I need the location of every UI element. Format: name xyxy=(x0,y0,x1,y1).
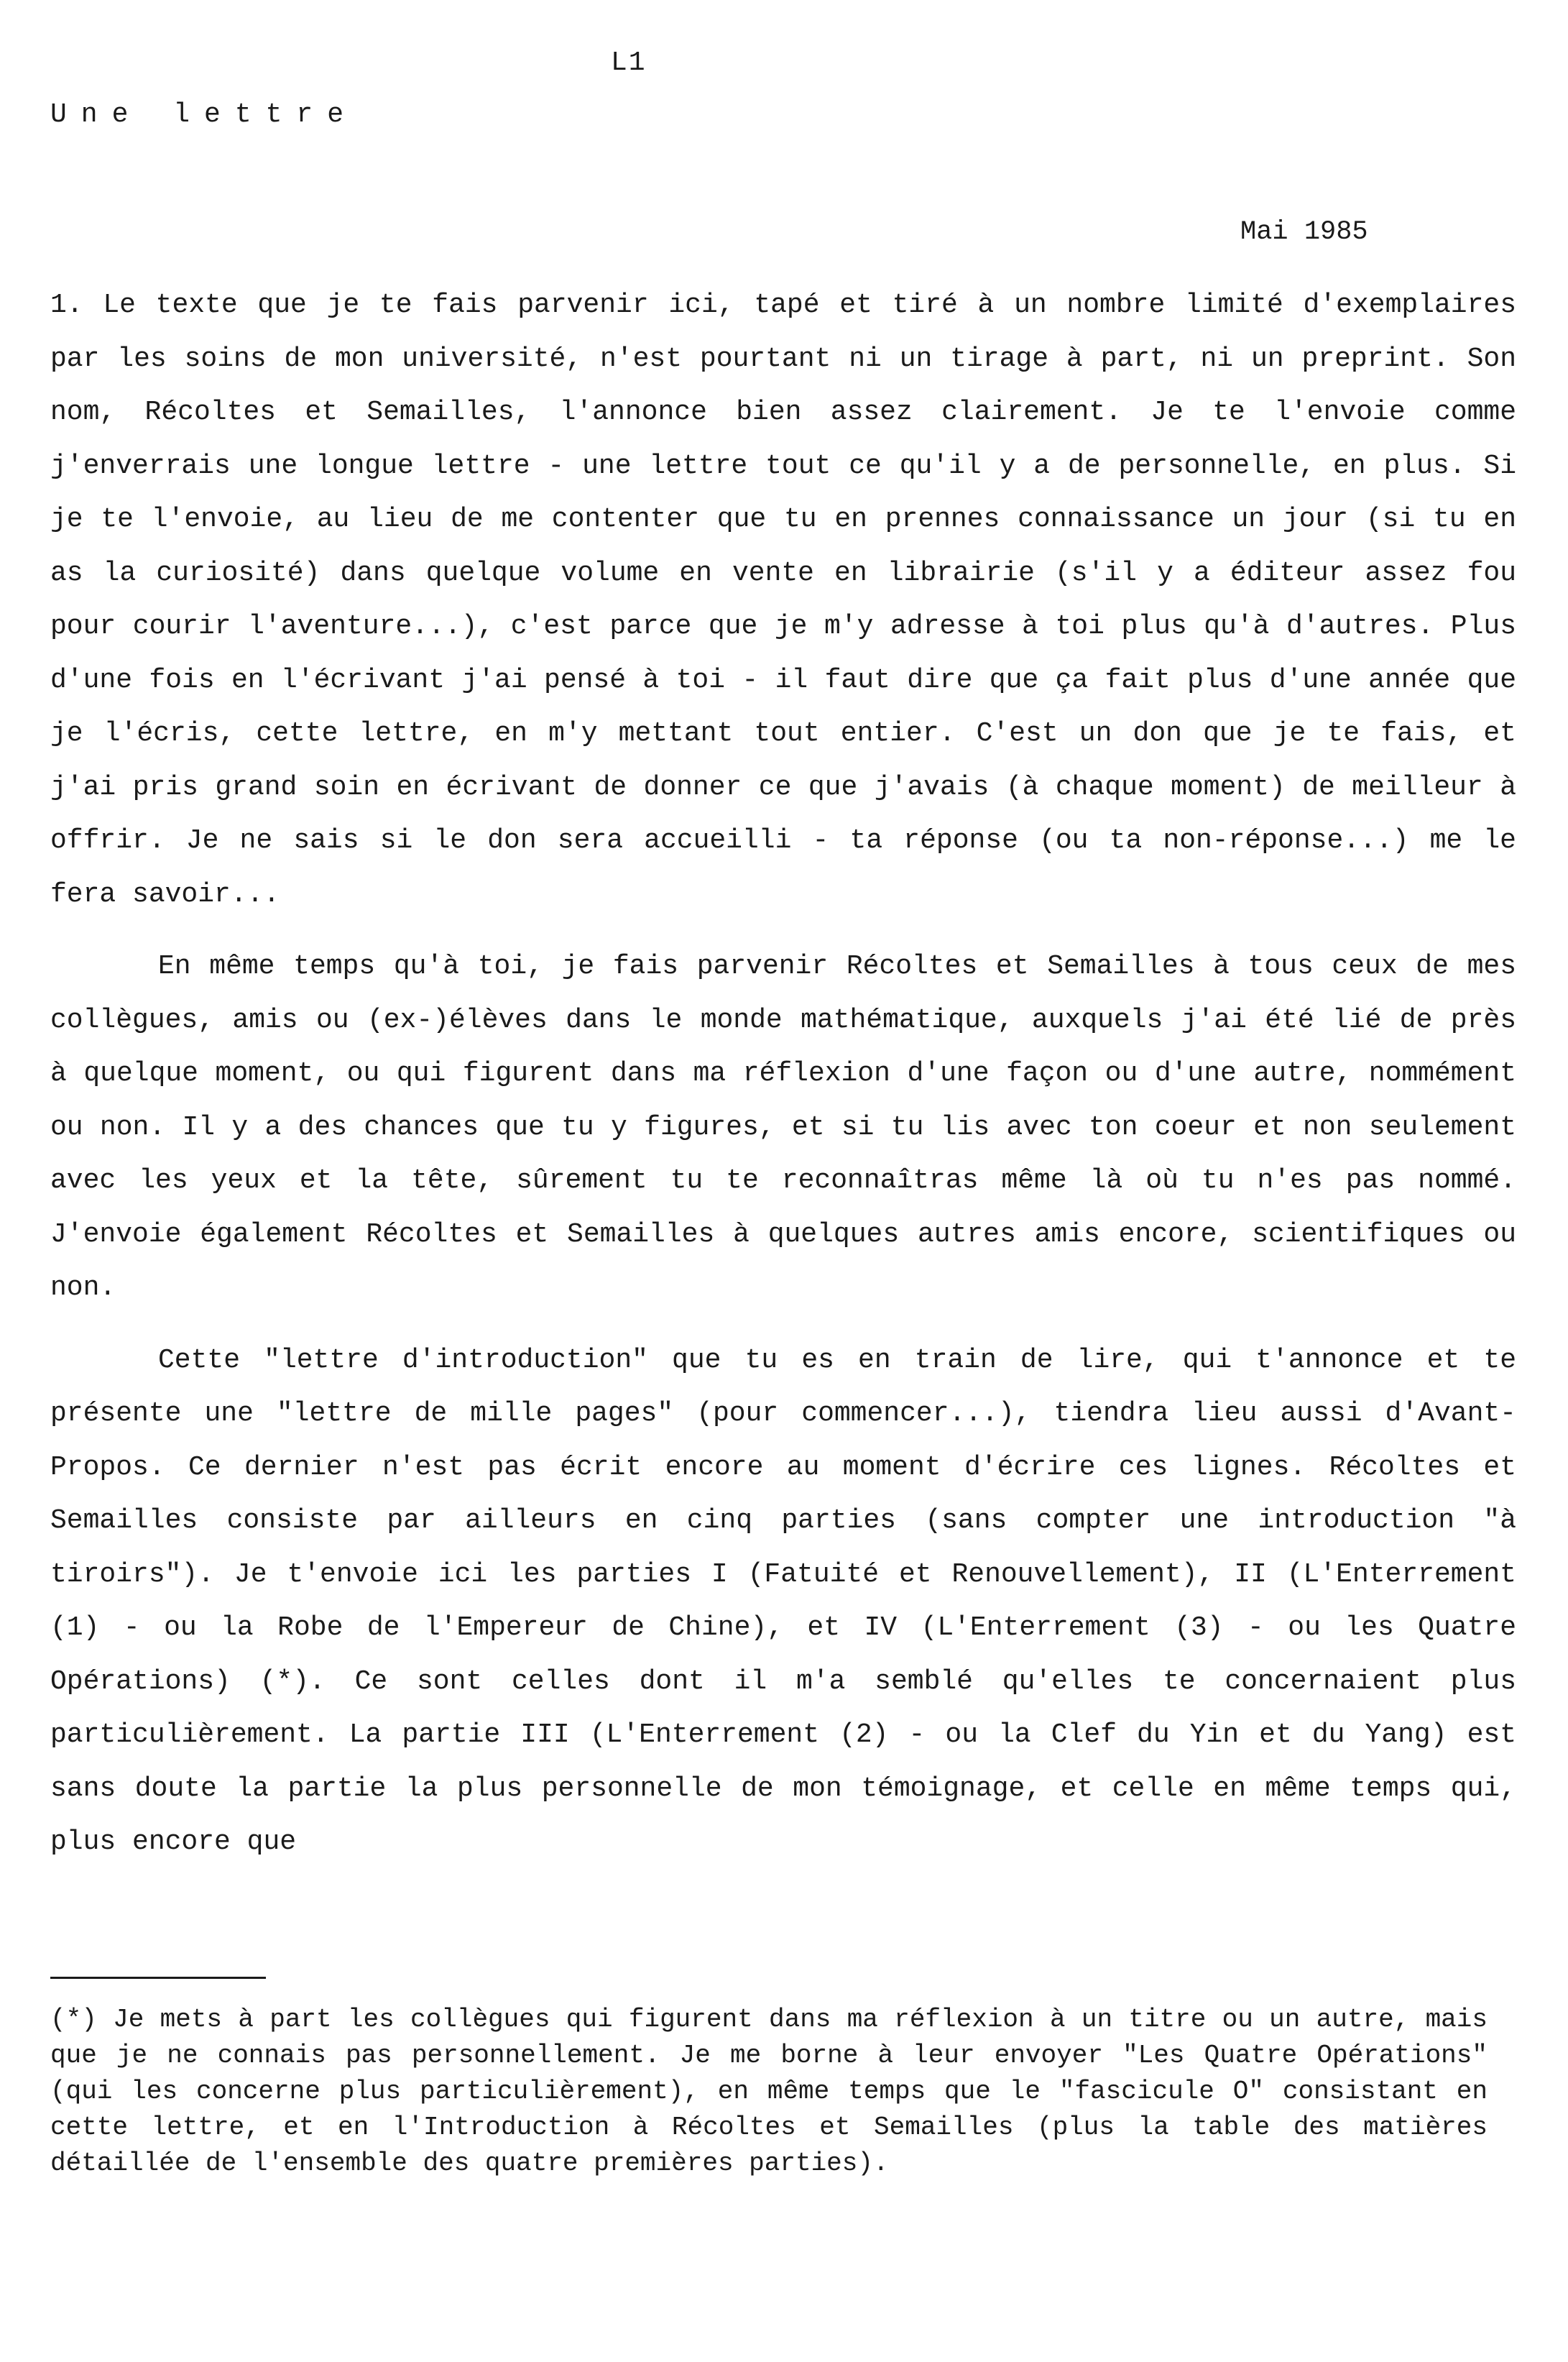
paragraph-2: En même temps qu'à toi, je fais parvenir Récoltes et Semailles à tous ceux de mes collègues, amis ou (ex-)élèves dans le monde mathématique, auxquels j'ai été lié de près à quelque moment, ou qui figurent dans ma réflexion d'une façon ou d'une autre, nommément ou non. Il y a des chances que tu y figures, et si tu lis avec ton coeur et non seulement avec les yeux et la tête, sûrement tu te reconnaîtras même là où tu n'es pas nommé. J'envoie également Récoltes et Semailles à quelques autres amis encore, scientifiques ou non. xyxy=(50,951,1516,1303)
letter-title: Une lettre xyxy=(50,99,359,130)
footnote-divider xyxy=(50,1977,266,1979)
paragraph-1: 1. Le texte que je te fais parvenir ici, tapé et tiré à un nombre limité d'exemplaires par les soins de mon université, n'est pourtant ni un tirage à part, ni un preprint. Son nom, Récoltes et Semailles, l'annonce bien assez clairement. Je te l'envoie comme j'enverrais une longue lettre - une lettre tout ce qu'il y a de personnelle, en plus. Si je te l'envoie, au lieu de me contenter que tu en prennes connaissance un jour (si tu en as la curiosité) dans quelque volume en vente en librairie (s'il y a éditeur assez fou pour courir l'aventure...), c'est parce que je m'y adresse à toi plus qu'à d'autres. Plus d'une fois en l'écrivant j'ai pensé à toi - il faut dire que ça fait plus d'une année que je l'écris, cette lettre, en m'y mettant tout entier. C'est un don que je te fais, et j'ai pris grand soin en écrivant de donner ce que j'avais (à chaque moment) de meilleur à offrir. Je ne sais si le don sera accueilli - ta réponse (ou ta non-réponse...) me le fera savoir... xyxy=(50,290,1516,910)
paragraph-3: Cette "lettre d'introduction" que tu es en train de lire, qui t'annonce et te présente une "lettre de mille pages" (pour commencer...), tiendra lieu aussi d'Avant-Propos. Ce dernier n'est pas écrit encore au moment d'écrire ces lignes. Récoltes et Semailles consiste par ailleurs en cinq parties (sans compter une introduction "à tiroirs"). Je t'envoie ici les parties I (Fatuité et Renouvellement), II (L'Enterrement (1) - ou la Robe de l'Empereur de Chine), et IV (L'Enterrement (3) - ou les Quatre Opérations) (*). Ce sont celles dont il m'a semblé qu'elles te concernaient plus particulièrement. La partie III (L'Enterrement (2) - ou la Clef du Yin et du Yang) est sans doute la partie la plus personnelle de mon témoignage, et celle en même temps qui, plus encore que xyxy=(50,1344,1516,1857)
page-number: L1 xyxy=(611,47,647,78)
letter-body xyxy=(50,279,1516,1870)
letter-date: Mai 1985 xyxy=(1240,217,1368,247)
footnote: (*) Je mets à part les collègues qui figurent dans ma réflexion à un titre ou un autre, mais que je ne connais pas personnellement. Je me borne à leur envoyer "Les Quatre Opérations" (qui les concerne plus particulièrement), en même temps que le "fascicule O" consistant en cette lettre, et en l'Introduction à Récoltes et Semailles (plus la table des matières détaillée de l'ensemble des quatre premières parties). xyxy=(50,2005,1488,2178)
